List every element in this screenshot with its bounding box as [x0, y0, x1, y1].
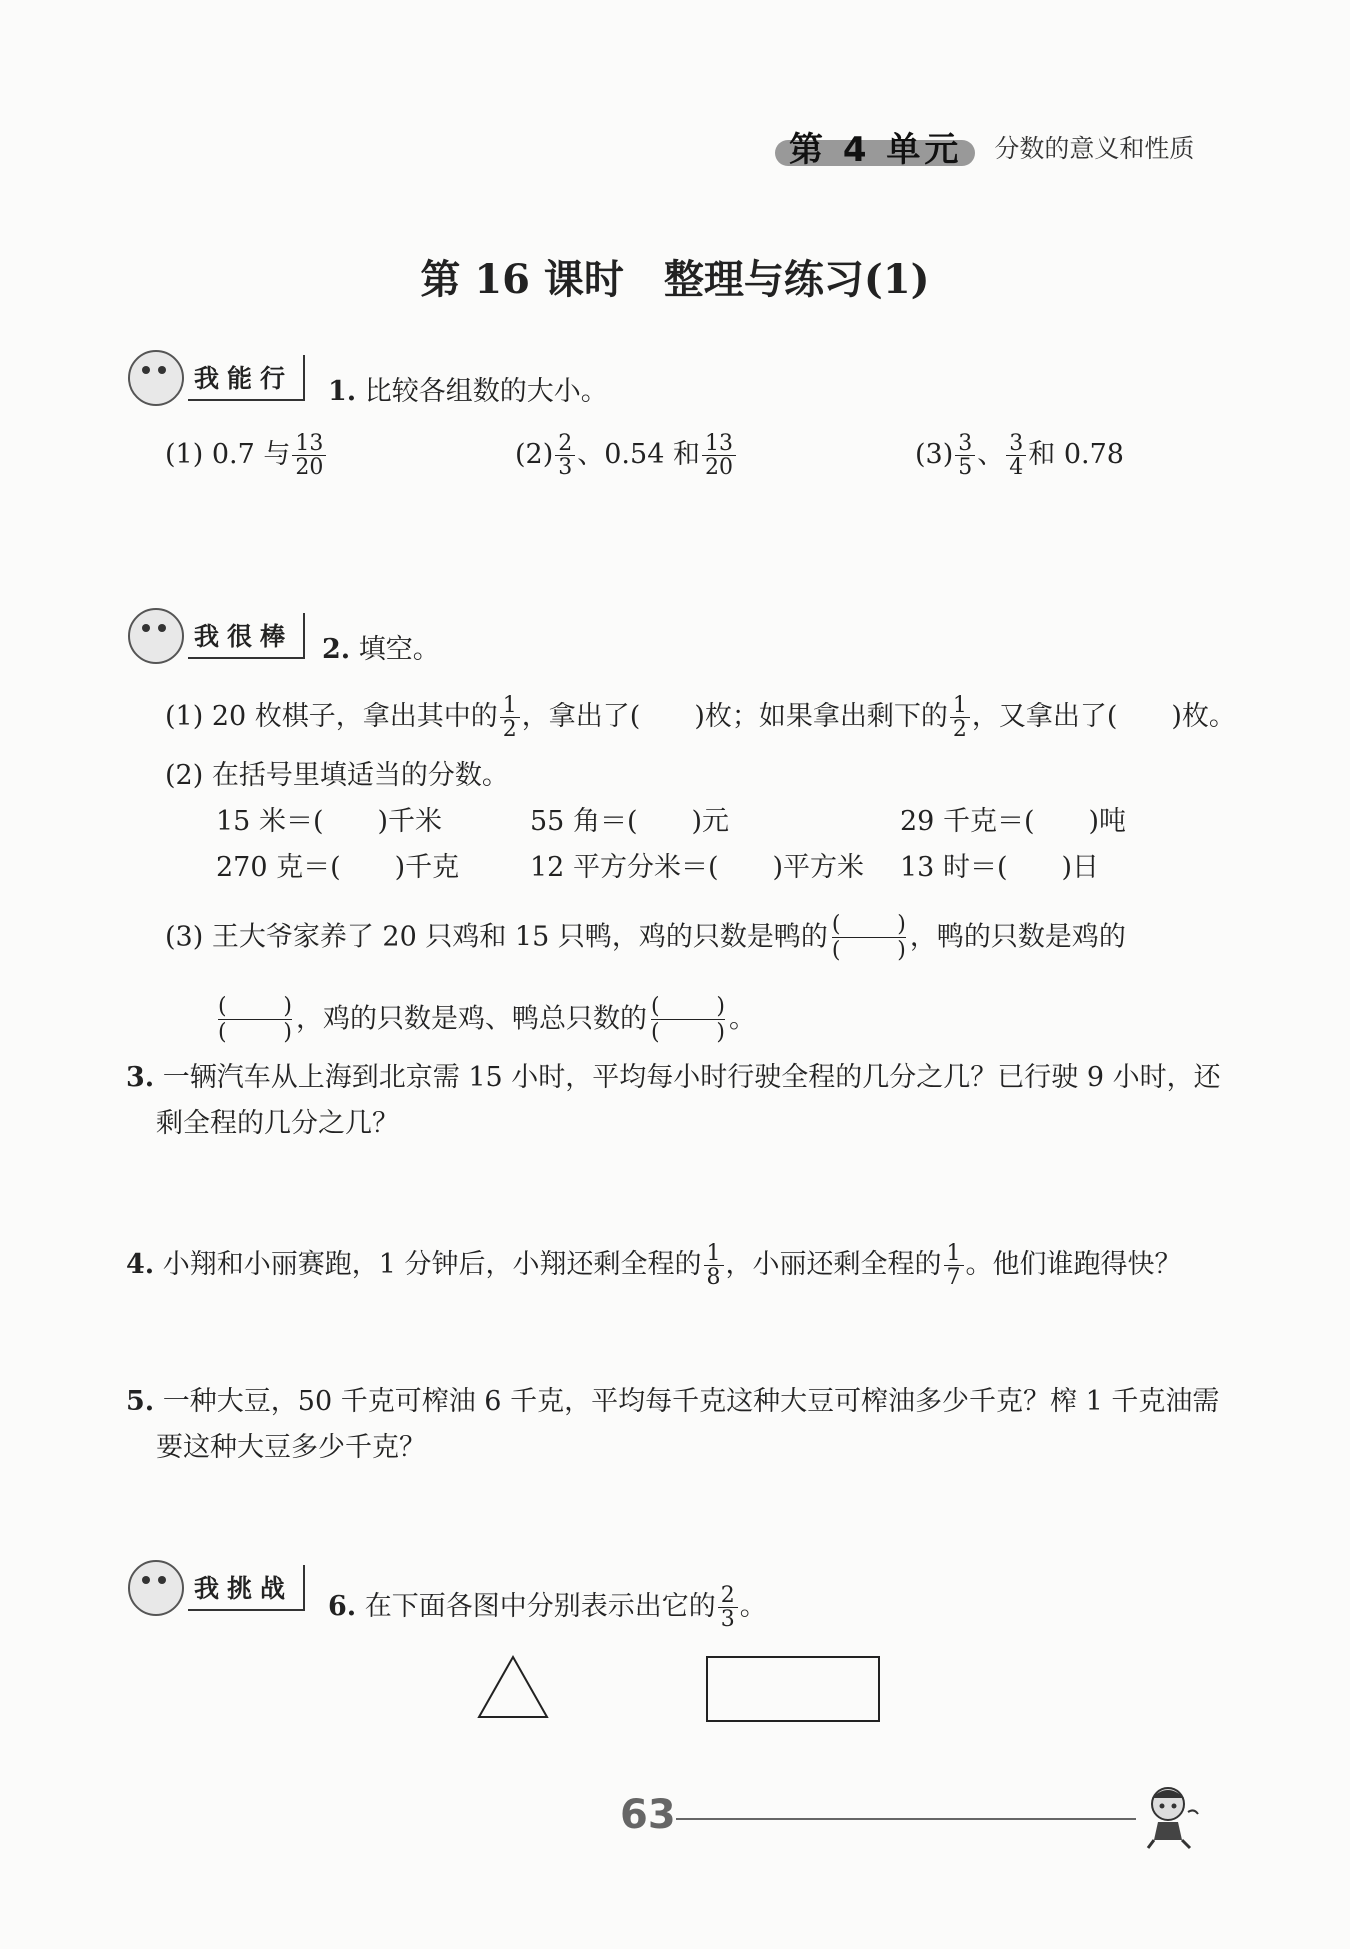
page-number: 63 — [620, 1792, 676, 1838]
unit-header — [775, 118, 1194, 175]
part-text: 、 — [977, 439, 1005, 471]
badge-label: 我挑战 — [188, 1565, 305, 1611]
badge-label: 我很棒 — [188, 613, 305, 659]
badge-label: 我能行 — [188, 355, 305, 401]
question-3-line-1 — [126, 1064, 1221, 1091]
badge-wo-tiao-zhan — [128, 1560, 305, 1616]
question-number: 3. — [126, 1062, 155, 1093]
fraction: $\frac{1}{2}$ — [500, 694, 520, 741]
fraction: $\frac{3}{4}$ — [1006, 432, 1026, 479]
conversion-5: 12 平方分米＝( )平方米 — [530, 852, 865, 883]
triangle-shape[interactable] — [476, 1654, 550, 1720]
question-number: 2. — [322, 634, 351, 665]
sub-text: ，又拿出了( )枚。 — [971, 701, 1236, 733]
sub-text: 。 — [729, 1003, 756, 1035]
part-label: (1) 0.7 与 — [165, 439, 291, 471]
fraction: $\frac{13}{20}$ — [702, 432, 736, 479]
question-text: ，小丽还剩全程的 — [725, 1249, 942, 1281]
part-label: (3) — [915, 439, 954, 471]
blank-fraction[interactable]: ( ) ( ) — [651, 994, 725, 1046]
unit-label: 第 4 单元 — [789, 130, 963, 170]
unit-subtitle: 分数的意义和性质 — [994, 133, 1195, 163]
sub-text: (1) 20 枚棋子，拿出其中的 — [165, 701, 498, 733]
question-1 — [328, 378, 608, 405]
question-text: 小翔和小丽赛跑，1 分钟后，小翔还剩全程的 — [162, 1249, 702, 1281]
conversion-4: 270 克＝( )千克 — [216, 852, 460, 883]
question-4 — [126, 1242, 1182, 1289]
q2-sub-3-line-1 — [165, 912, 1126, 964]
question-text: 比较各组数的大小。 — [364, 376, 608, 407]
question-text: 在下面各图中分别表示出它的 — [364, 1591, 716, 1623]
fraction: $\frac{2}{3}$ — [555, 432, 575, 479]
question-6 — [328, 1584, 767, 1631]
sub-text: ，鸡的只数是鸡、鸭总只数的 — [296, 1003, 647, 1035]
q1-part-3 — [915, 432, 1124, 479]
question-text: 。 — [739, 1591, 767, 1623]
fraction: $\frac{1}{7}$ — [944, 1242, 964, 1289]
part-label: (2) — [515, 439, 554, 471]
question-5-line-2: 要这种大豆多少千克？ — [156, 1432, 426, 1463]
question-text: 填空。 — [358, 634, 440, 665]
badge-wo-hen-bang — [128, 608, 305, 664]
fraction: $\frac{2}{3}$ — [718, 1584, 738, 1631]
fraction: $\frac{3}{5}$ — [955, 432, 975, 479]
q2-sub-1 — [165, 694, 1236, 741]
mascot-girl-icon — [128, 608, 184, 664]
conversion-3: 29 千克＝( )吨 — [900, 806, 1127, 837]
question-5-line-1 — [126, 1388, 1219, 1415]
lesson-title: 第 16 课时 整理与练习(1) — [420, 256, 930, 303]
footer-rule — [676, 1818, 1136, 1820]
question-number: 5. — [126, 1386, 155, 1417]
unit-banner — [775, 118, 976, 175]
question-number: 6. — [328, 1591, 357, 1623]
fraction: $\frac{1}{2}$ — [950, 694, 970, 741]
blank-fraction[interactable]: ( ) ( ) — [831, 912, 906, 964]
mascot-kids-icon — [128, 1560, 184, 1616]
question-number: 4. — [126, 1249, 155, 1281]
conversion-6: 13 时＝( )日 — [900, 852, 1100, 883]
q1-part-1 — [165, 432, 328, 479]
fraction: $\frac{13}{20}$ — [292, 432, 326, 479]
part-text: 和 0.78 — [1028, 439, 1124, 471]
q2-sub-2-head: (2) 在括号里填适当的分数。 — [165, 760, 509, 791]
question-number: 1. — [328, 376, 357, 407]
blank-fraction[interactable]: ( ) ( ) — [218, 994, 292, 1046]
sub-text: (3) 王大爷家养了 20 只鸡和 15 只鸭，鸡的只数是鸭的 — [165, 921, 828, 953]
question-2 — [322, 636, 440, 663]
conversion-1: 15 米＝( )千米 — [216, 806, 443, 837]
fraction: $\frac{1}{8}$ — [704, 1242, 724, 1289]
conversion-2: 55 角＝( )元 — [530, 806, 730, 837]
mascot-girl-icon — [128, 350, 184, 406]
question-text: 一种大豆，50 千克可榨油 6 千克，平均每千克这种大豆可榨油多少千克？榨 1 千克油需 — [162, 1386, 1220, 1417]
q2-sub-3-line-2 — [214, 994, 756, 1046]
rectangle-shape[interactable] — [706, 1656, 880, 1722]
question-3-line-2: 剩全程的几分之几？ — [156, 1108, 399, 1139]
part-text: 、0.54 和 — [577, 439, 700, 471]
sub-text: ，拿出了( )枚；如果拿出剩下的 — [521, 701, 948, 733]
sub-text: ，鸭的只数是鸡的 — [909, 921, 1126, 953]
question-text: 。他们谁跑得快？ — [965, 1249, 1182, 1281]
badge-wo-neng-xing — [128, 350, 305, 406]
q1-part-2 — [515, 432, 738, 479]
footer-mascot-icon — [1138, 1782, 1206, 1852]
question-text: 一辆汽车从上海到北京需 15 小时，平均每小时行驶全程的几分之几？已行驶 9 小时，还 — [162, 1062, 1221, 1093]
